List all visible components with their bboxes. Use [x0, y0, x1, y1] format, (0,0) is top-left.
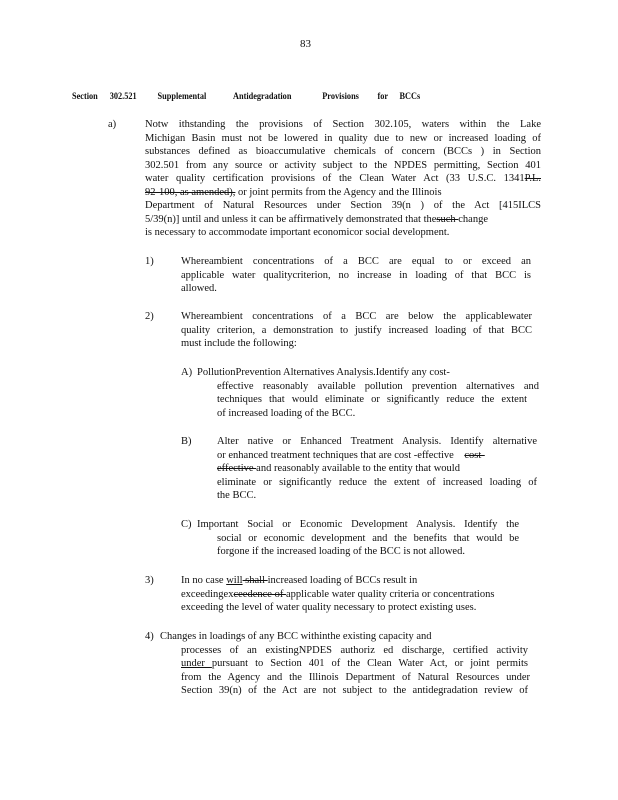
item-3-line	[181, 574, 517, 588]
paragraph-a-text: change	[458, 213, 488, 225]
item-4-line: Changes in loadings of any BCC withinthe existing capacity and	[160, 631, 432, 642]
item-4-line	[181, 657, 528, 671]
page-number: 83	[300, 38, 311, 50]
item-2-line: Whereambient concentrations of a BCC are below the applicablewater	[181, 311, 532, 322]
item-1-line: applicable water qualitycriterion, no increase in loading of that BCC is	[181, 269, 531, 281]
item-3-text: applicable water quality criteria or concentrations	[285, 588, 495, 600]
deleted-text: 92-100, as amended),	[145, 186, 236, 198]
item-3-text: increased loading of BCCs result in	[267, 575, 418, 586]
inserted-text: under	[181, 658, 212, 669]
paragraph-a	[145, 118, 541, 240]
paragraph-a-line: Michigan Basin must not be lowered in quality due to new or increased loading of	[145, 132, 541, 144]
item-4	[160, 630, 528, 698]
item-4-label: 4)	[145, 631, 154, 642]
item-2	[181, 310, 532, 351]
item-1	[181, 255, 531, 296]
item-A-line: techniques that would eliminate or significantly reduce the extent	[217, 394, 527, 405]
item-C	[197, 518, 519, 559]
heading-title-word-1: Supplemental	[157, 91, 207, 101]
heading-section-number: 302.521	[109, 91, 137, 101]
item-2-line: must include the following:	[181, 338, 297, 349]
item-3-line	[181, 588, 517, 602]
item-A-label: A)	[181, 367, 193, 378]
paragraph-a-text: or joint permits from the Agency and the Illinois	[235, 186, 442, 198]
item-3-text: In no case	[181, 575, 227, 586]
item-C-line: social or economic development and the benefits that would be	[217, 532, 519, 544]
item-A-line: of increased loading of the BCC.	[217, 407, 356, 419]
item-4-line: Section 39(n) of the Act are not subject to the antidegradation review of	[181, 685, 528, 696]
paragraph-a-line	[145, 172, 541, 186]
item-4-text: pursuant to Section 401 of the Clean Water Act, or joint permits	[211, 658, 528, 669]
paragraph-a-line: Department of Natural Resources under Section 39(n ) of the Act [415ILCS	[145, 200, 541, 211]
item-3	[181, 574, 517, 615]
paragraph-a-line: is necessary to accommodate important economicor social development.	[145, 227, 450, 238]
item-4-line: from the Agency and the Illinois Department of Natural Resources under	[181, 671, 530, 683]
item-B-line	[217, 449, 537, 463]
heading-section-word: Section	[72, 91, 98, 101]
item-B-line: Alter native or Enhanced Treatment Analysis. Identify alternative	[217, 436, 537, 447]
item-A	[197, 366, 539, 420]
item-B-line: eliminate or significantly reduce the extent of increased loading of	[217, 476, 537, 488]
item-A-line: PollutionPrevention Alternatives Analysis.Identify any cost-	[197, 367, 450, 378]
paragraph-a-text: 5/39(n)] until and unless it can be affirmatively demonstrated that the	[145, 213, 437, 225]
inserted-text: will	[226, 575, 243, 586]
item-2-line: quality criterion, a demonstration to justify increased loading of that BCC	[181, 324, 532, 336]
item-1-label: 1)	[145, 256, 154, 267]
deleted-text: effective	[217, 463, 257, 474]
heading-title-word-4: for	[377, 91, 389, 101]
deleted-text: ceedence	[233, 588, 272, 600]
item-1-line: allowed.	[181, 283, 217, 294]
item-B-label: B)	[181, 436, 192, 447]
item-2-label: 2)	[145, 311, 154, 322]
item-3-text: exceedingex	[181, 588, 234, 600]
heading-title-word-2: Antidegradation	[233, 91, 292, 101]
item-3-label: 3)	[145, 575, 154, 586]
deleted-text: such	[436, 213, 459, 225]
item-1-line: Whereambient concentrations of a BCC are equal to or exceed an	[181, 256, 531, 267]
deleted-text: P.L.	[524, 173, 541, 184]
paragraph-a-line: Notw ithstanding the provisions of Section 302.105, waters within the Lake	[145, 119, 541, 130]
paragraph-a-line: 302.501 from any source or activity subject to the NPDES permitting, Section 401	[145, 159, 541, 171]
item-B-text: or enhanced treatment techniques that are cost -effective	[217, 449, 454, 461]
heading-title-word-3: Provisions	[322, 91, 359, 101]
deleted-text: cost-	[464, 449, 485, 461]
item-3-line: exceeding the level of water quality necessary to protect existing uses.	[181, 602, 477, 613]
paragraph-a-label: a)	[108, 119, 117, 130]
item-C-label: C)	[181, 519, 192, 530]
paragraph-a-line	[145, 213, 541, 227]
deleted-text: shall	[242, 575, 268, 586]
item-A-line: effective reasonably available pollution prevention alternatives and	[217, 380, 539, 392]
item-C-line: forgone if the increased loading of the BCC is not allowed.	[217, 546, 465, 557]
item-B-text: and reasonably available to the entity that would	[256, 463, 460, 474]
deleted-text: of	[271, 588, 286, 600]
item-B	[217, 435, 537, 503]
item-B-line: the BCC.	[217, 490, 257, 501]
item-C-line: Important Social or Economic Development Analysis. Identify the	[197, 519, 519, 530]
paragraph-a-line	[145, 186, 541, 200]
heading-title-word-5: BCCs	[399, 91, 421, 101]
paragraph-a-line: substances defined as bioaccumulative chemicals of concern (BCCs ) in Section	[145, 146, 541, 157]
item-B-line	[217, 462, 537, 476]
paragraph-a-text: water quality certification provisions of the Clean Water Act (33 U.S.C. 1341	[145, 173, 525, 184]
item-4-line: processes of an existingNPDES authoriz ed discharge, certified activity	[181, 644, 528, 656]
